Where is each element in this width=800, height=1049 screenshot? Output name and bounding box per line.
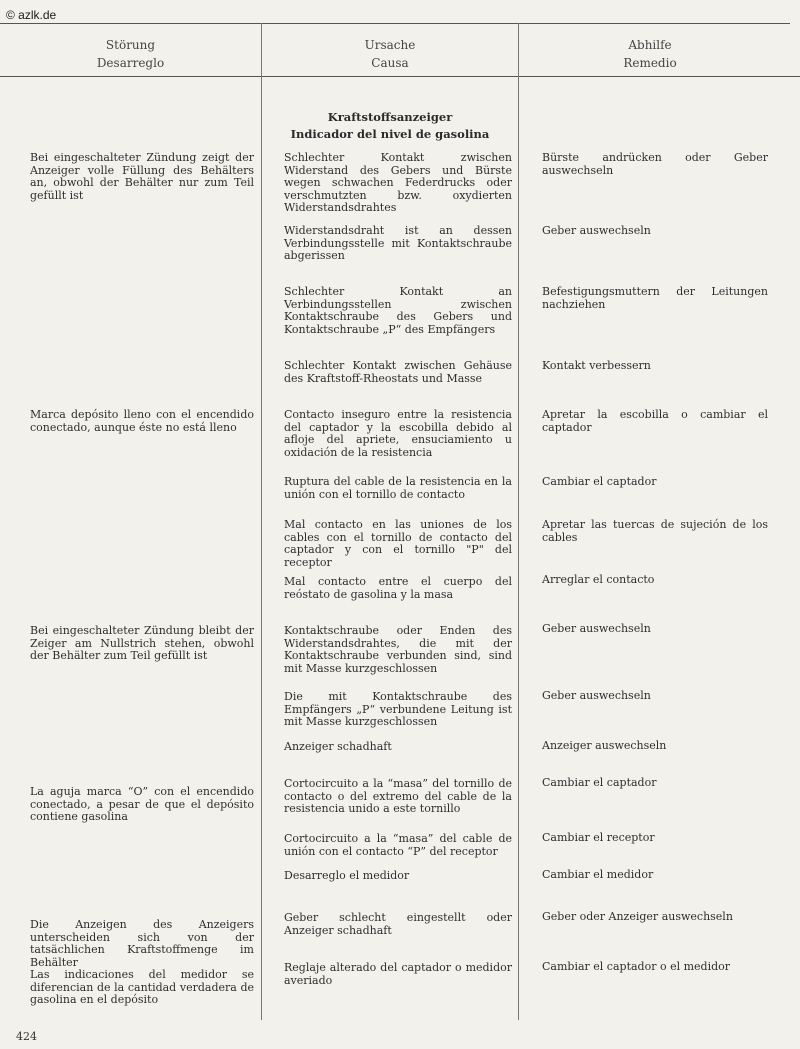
remedy-cell: Befestigungsmuttern der Leitungen nachziehen bbox=[542, 285, 768, 311]
cause-cell: Kontaktschraube oder Enden des Widerstandsdrahtes, die mit der Kontaktschraube verbunden sind, sind mit Masse kurzgeschlossen bbox=[284, 624, 512, 675]
remedy-cell: Apretar la escobilla o cambiar el captador bbox=[542, 408, 768, 434]
header-col3-es: Remedio bbox=[623, 56, 677, 70]
table-header-rule bbox=[0, 76, 800, 77]
table-top-rule bbox=[0, 23, 790, 24]
remedy-cell: Bürste andrücken oder Geber auswechseln bbox=[542, 151, 768, 177]
cause-cell: Cortocircuito a la “masa” del tornillo de contacto o del extremo del cable de la resistencia unido a este tornillo bbox=[284, 777, 512, 816]
remedy-cell: Cambiar el captador bbox=[542, 475, 657, 488]
symptom-cell: Bei eingeschalteter Zündung bleibt der Zeiger am Nullstrich stehen, obwohl der Behälter zum Teil gefüllt ist bbox=[30, 624, 254, 663]
header-abhilfe bbox=[519, 36, 781, 72]
cause-cell: Schlechter Kontakt zwischen Widerstand des Gebers und Bürste wegen schwachen Federdrucks oder verschmutzten bzw. oxydierten Widerstandsdrahtes bbox=[284, 151, 512, 215]
cause-cell: Reglaje alterado del captador o medidor averiado bbox=[284, 961, 512, 987]
header-col3-de: Abhilfe bbox=[628, 38, 672, 52]
cause-cell: Mal contacto en las uniones de los cables con el tornillo de contacto del captador y con el tornillo "P" del receptor bbox=[284, 518, 512, 569]
watermark: © azlk.de bbox=[6, 8, 57, 22]
symptom-cell: Bei eingeschalteter Zündung zeigt der Anzeiger volle Füllung des Behälters an, obwohl der Behälter nur zum Teil gefüllt ist bbox=[30, 151, 254, 202]
header-col1-es: Desarreglo bbox=[96, 56, 165, 70]
remedy-cell: Apretar las tuercas de sujeción de los cables bbox=[542, 518, 768, 544]
remedy-cell: Geber auswechseln bbox=[542, 224, 651, 237]
remedy-cell: Anzeiger auswechseln bbox=[542, 739, 667, 752]
header-col1-de: Störung bbox=[105, 38, 156, 52]
cause-cell: Mal contacto entre el cuerpo del reóstato de gasolina y la masa bbox=[284, 575, 512, 601]
remedy-cell: Cambiar el receptor bbox=[542, 831, 655, 844]
remedy-cell: Geber auswechseln bbox=[542, 689, 651, 702]
remedy-cell: Geber auswechseln bbox=[542, 622, 651, 635]
section-title bbox=[262, 109, 518, 143]
remedy-cell: Arreglar el contacto bbox=[542, 573, 655, 586]
remedy-cell: Cambiar el captador bbox=[542, 776, 657, 789]
symptom-cell: La aguja marca “O” con el encendido conectado, a pesar de que el depósito contiene gasolina bbox=[30, 785, 254, 824]
cause-cell: Geber schlecht eingestellt oder Anzeiger schadhaft bbox=[284, 911, 512, 937]
symptom-cell: Las indicaciones del medidor se diferencian de la cantidad verdadera de gasolina en el depósito bbox=[30, 968, 254, 1007]
cause-cell: Desarreglo el medidor bbox=[284, 869, 410, 882]
symptom-cell: Die Anzeigen des Anzeigers unterscheiden sich von der tatsächlichen Kraftstoffmenge im Behälter bbox=[30, 918, 254, 969]
column-divider-2 bbox=[518, 23, 519, 1020]
cause-cell: Schlechter Kontakt zwischen Gehäuse des Kraftstoff-Rheostats und Masse bbox=[284, 359, 512, 385]
remedy-cell: Geber oder Anzeiger auswechseln bbox=[542, 910, 733, 923]
remedy-cell: Kontakt verbessern bbox=[542, 359, 651, 372]
cause-cell: Anzeiger schadhaft bbox=[284, 740, 392, 753]
cause-cell: Ruptura del cable de la resistencia en la unión con el tornillo de contacto bbox=[284, 475, 512, 501]
header-col2-es: Causa bbox=[371, 56, 409, 70]
remedy-cell: Cambiar el captador o el medidor bbox=[542, 960, 731, 973]
cause-cell: Cortocircuito a la “masa” del cable de unión con el contacto “P” del receptor bbox=[284, 832, 512, 858]
section-title-de: Kraftstoffsanzeiger bbox=[327, 110, 453, 124]
symptom-cell: Marca depósito lleno con el encendido conectado, aunque éste no está lleno bbox=[30, 408, 254, 434]
column-divider-1 bbox=[261, 23, 262, 1020]
cause-cell: Widerstandsdraht ist an dessen Verbindungsstelle mit Kontaktschraube abgerissen bbox=[284, 224, 512, 263]
cause-cell: Schlechter Kontakt an Verbindungsstellen zwischen Kontaktschraube des Gebers und Kontaktschraube „P“ des Empfängers bbox=[284, 285, 512, 336]
cause-cell: Die mit Kontaktschraube des Empfängers „P“ verbundene Leitung ist mit Masse kurzgeschlossen bbox=[284, 690, 512, 729]
cause-cell: Contacto inseguro entre la resistencia del captador y la escobilla debido al afloje del apriete, ensuciamiento u oxidación de la resistencia bbox=[284, 408, 512, 459]
header-ursache bbox=[262, 36, 518, 72]
header-stoerung bbox=[0, 36, 261, 72]
remedy-cell: Cambiar el medidor bbox=[542, 868, 654, 881]
section-title-es: Indicador del nivel de gasolina bbox=[290, 127, 490, 141]
page-number: 424 bbox=[16, 1030, 37, 1043]
header-col2-de: Ursache bbox=[364, 38, 416, 52]
